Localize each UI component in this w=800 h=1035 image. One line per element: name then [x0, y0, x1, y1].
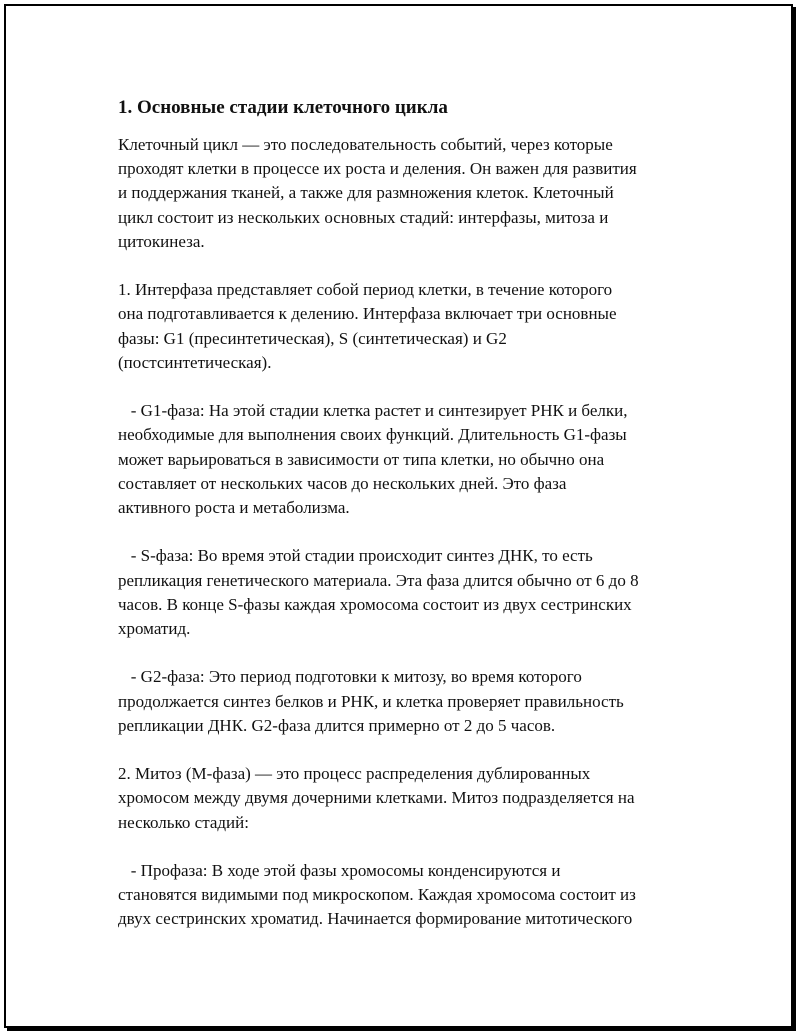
paragraph — [118, 133, 698, 254]
paragraph-line: хроматид. — [118, 619, 191, 639]
paragraph-line: хромосом между двумя дочерними клетками. Митоз подразделяется на — [118, 788, 635, 808]
document-body — [118, 96, 698, 956]
paragraph-line: репликации ДНК. G2-фаза длится примерно от 2 до 5 часов. — [118, 715, 556, 735]
section-heading: 1. Основные стадии клеточного цикла — [118, 97, 448, 118]
paragraph — [118, 665, 698, 738]
paragraph-line: - G1-фаза: На этой стадии клетка растет и синтезирует РНК и белки, — [118, 401, 628, 421]
paragraph — [118, 278, 698, 375]
paragraph-line: продолжается синтез белков и РНК, и клетка проверяет правильность — [118, 691, 624, 711]
paragraph-line: - Профаза: В ходе этой фазы хромосомы конденсируются и — [118, 861, 561, 880]
paragraph-line: - G2-фаза: Это период подготовки к митозу, во время которого — [118, 667, 582, 687]
paragraph-line: несколько стадий: — [118, 812, 249, 832]
paragraph-line: 1. Интерфаза представляет собой период клетки, в течение которого — [118, 280, 613, 300]
paragraph-line: цикл состоит из нескольких основных стадий: интерфазы, митоза и — [118, 207, 609, 227]
paragraph-line: активного роста и метаболизма. — [118, 498, 350, 518]
paragraph-line: двух сестринских хроматид. Начинается формирование митотического — [118, 909, 633, 929]
paragraph-line: 2. Митоз (М-фаза) — это процесс распределения дублированных — [118, 764, 591, 784]
paragraph — [118, 399, 698, 520]
paragraph-line: (постсинтетическая). — [118, 352, 272, 372]
paragraph — [118, 762, 698, 835]
paragraph-line: становятся видимыми под микроскопом. Каждая хромосома состоит из — [118, 885, 636, 905]
paragraph-line: она подготавливается к делению. Интерфаза включает три основные — [118, 304, 617, 324]
paragraph — [118, 544, 698, 641]
paragraph-line: часов. В конце S-фазы каждая хромосома состоит из двух сестринских — [118, 594, 632, 614]
paragraph-list — [118, 133, 698, 932]
paragraph-line: составляет от нескольких часов до нескольких дней. Это фаза — [118, 473, 567, 493]
paragraph — [118, 859, 698, 932]
paragraph-line: - S-фаза: Во время этой стадии происходит синтез ДНК, то есть — [118, 546, 593, 566]
paragraph-line: репликация генетического материала. Эта фаза длится обычно от 6 до 8 — [118, 570, 639, 590]
paragraph-line: цитокинеза. — [118, 231, 205, 251]
paragraph-line: Клеточный цикл — это последовательность событий, через которые — [118, 135, 613, 154]
paragraph-line: фазы: G1 (пресинтетическая), S (синтетическая) и G2 — [118, 328, 507, 348]
paragraph-line: и поддержания тканей, а также для размножения клеток. Клеточный — [118, 183, 614, 203]
paragraph-line: проходят клетки в процессе их роста и деления. Он важен для развития — [118, 159, 637, 179]
paragraph-line: необходимые для выполнения своих функций. Длительность G1-фазы — [118, 425, 627, 445]
paragraph-line: может варьироваться в зависимости от типа клетки, но обычно она — [118, 449, 605, 469]
